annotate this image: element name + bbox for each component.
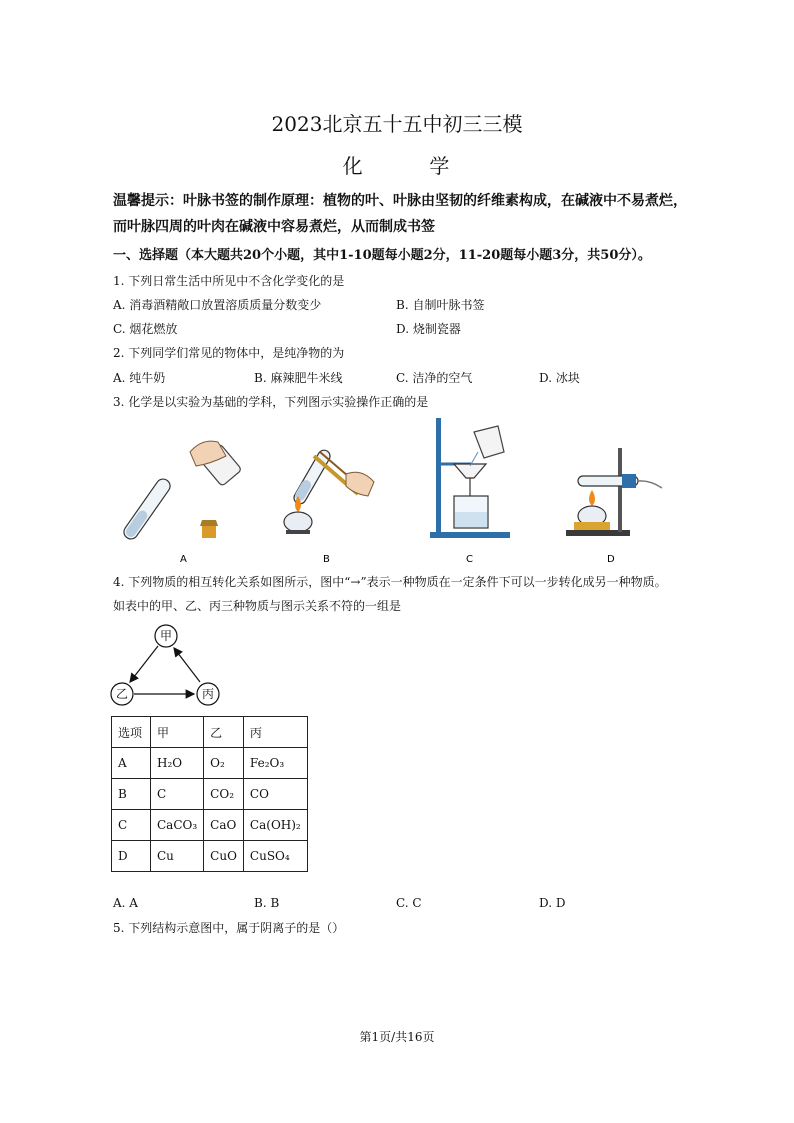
table-cell: Cu [151, 841, 204, 872]
table-cell: Fe₂O₃ [243, 748, 307, 779]
q4-option-d: D. D [539, 896, 566, 910]
arrow-bing-to-jia [174, 648, 200, 682]
q4-option-c: C. C [396, 896, 422, 910]
table-header-cell: 乙 [204, 717, 244, 748]
page-number: 第1页/共16页 [359, 1030, 435, 1044]
table-cell: B [112, 779, 151, 810]
table-cell: A [112, 748, 151, 779]
subject-char-2: 学 [429, 154, 452, 178]
exam-title: 2023北京五十五中初三三模 [271, 112, 523, 136]
q1-option-b: B. 自制叶脉书签 [396, 298, 485, 312]
q2-option-d: D. 冰块 [539, 371, 580, 385]
node-yi-label: 乙 [115, 687, 128, 701]
subject-char-1: 化 [342, 154, 365, 178]
q4-option-a: A. A [113, 896, 138, 910]
table-cell: D [112, 841, 151, 872]
table-cell: CaO [204, 810, 244, 841]
section-heading: 一、选择题（本大题共20个小题，其中1-10题每小题2分，11-20题每小题3分，共50分）。 [113, 248, 651, 263]
table-row [112, 810, 308, 841]
q1-stem: 1. 下列日常生活中所见中不含化学变化的是 [113, 274, 345, 288]
table-cell: CuO [204, 841, 244, 872]
q4-option-b: B. B [254, 896, 280, 910]
q4-stem-line-1: 4. 下列物质的相互转化关系如图所示，图中“→”表示一种物质在一定条件下可以一步转化成另一种物质。 [113, 575, 667, 589]
tip-line-2: 而叶脉四周的叶肉在碱液中容易煮烂，从而制成书签 [113, 219, 435, 235]
table-header-cell: 甲 [151, 717, 204, 748]
arrow-jia-to-yi [130, 646, 158, 682]
q4-stem-line-2: 如表中的甲、乙、丙三种物质与图示关系不符的一组是 [113, 599, 402, 613]
q3-figure-d [566, 448, 662, 536]
q3-figure-b [284, 448, 374, 534]
q1-option-d: D. 烧制瓷器 [396, 322, 461, 336]
node-jia-label: 甲 [159, 629, 172, 643]
table-cell: C [112, 810, 151, 841]
table-row [112, 779, 308, 810]
q2-stem: 2. 下列同学们常见的物体中，是纯净物的为 [113, 346, 345, 360]
q3-illustrations [110, 412, 690, 572]
table-header-cell: 丙 [243, 717, 307, 748]
table-header-row [112, 717, 308, 748]
tip-line-1: 温馨提示：叶脉书签的制作原理：植物的叶、叶脉由坚韧的纤维素构成，在碱液中不易煮烂， [113, 193, 687, 209]
q3-figure-a [121, 441, 242, 542]
q5-stem: 5. 下列结构示意图中，属于阴离子的是（） [113, 921, 345, 935]
q3-label-c: C [466, 554, 473, 565]
table-row [112, 841, 308, 872]
q3-stem: 3. 化学是以实验为基础的学科，下列图示实验操作正确的是 [113, 395, 429, 409]
table-row [112, 748, 308, 779]
subject-title [0, 150, 794, 179]
q2-option-c: C. 洁净的空气 [396, 371, 473, 385]
q2-option-b: B. 麻辣肥牛米线 [254, 371, 343, 385]
q3-figure-c [430, 418, 510, 538]
table-cell: CO₂ [204, 779, 244, 810]
node-bing-label: 丙 [201, 687, 214, 701]
table-cell: CaCO₃ [151, 810, 204, 841]
table-cell: Ca(OH)₂ [243, 810, 307, 841]
table-cell: C [151, 779, 204, 810]
table-cell: H₂O [151, 748, 204, 779]
table-header-cell: 选项 [112, 717, 151, 748]
q4-table [111, 716, 308, 872]
q1-option-a: A. 消毒酒精敞口放置溶质质量分数变少 [113, 298, 322, 312]
q1-option-c: C. 烟花燃放 [113, 322, 178, 336]
table-cell: CO [243, 779, 307, 810]
q2-option-a: A. 纯牛奶 [113, 371, 166, 385]
table-cell: O₂ [204, 748, 244, 779]
q3-label-d: D [607, 554, 615, 565]
table-cell: CuSO₄ [243, 841, 307, 872]
q3-label-b: B [323, 554, 330, 565]
q3-label-a: A [180, 554, 187, 565]
